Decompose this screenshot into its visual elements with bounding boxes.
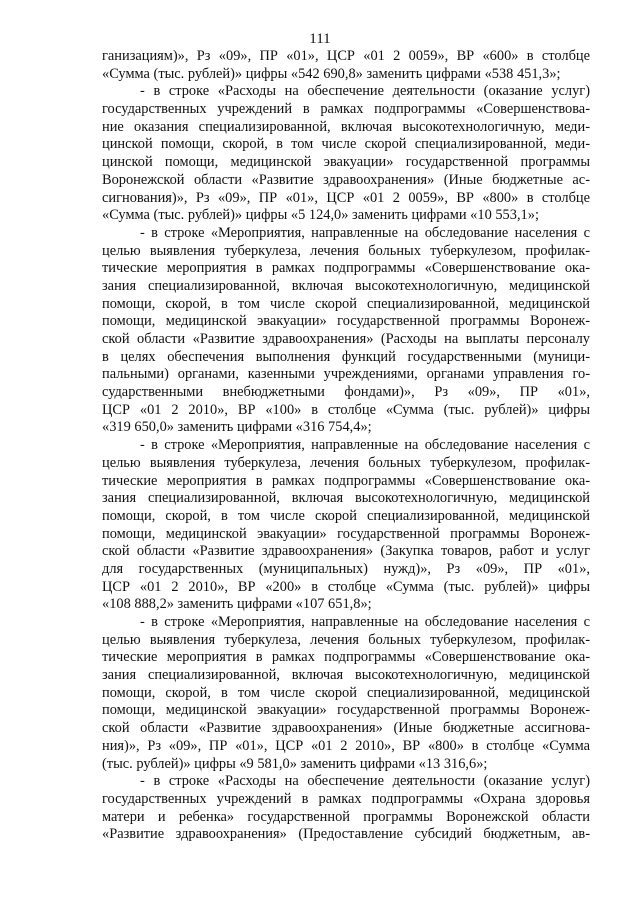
text-line: ской области «Развитие здравоохранения» (Расходы на выплаты персоналу [102, 331, 590, 347]
text-line: государственных учреждений в рамках подпрограммы «Охрана здоровья [102, 790, 590, 807]
text-line: тические мероприятия в рамках подпрограммы «Совершенствование ока- [102, 649, 590, 666]
text-line: помощи, скорой, в том числе скорой специализированной, медицинской [102, 684, 590, 701]
text-line: - в строке «Расходы на обеспечение деятельности (оказание услуг) [140, 83, 590, 100]
text-line: государственных учреждений в рамках подпрограммы «Совершенствова- [102, 101, 590, 118]
text-line: «Развитие здравоохранения» (Предоставление субсидий бюджетным, ав- [102, 826, 590, 843]
text-line: помощи, медицинской эвакуации» государственной программы Воронеж- [102, 702, 590, 719]
text-line: ние оказания специализированной, включая высокотехнологичную, меди- [102, 118, 590, 135]
text-line: для государственных (муниципальных) нужд)», Рз «09», ПР «01», [102, 560, 590, 577]
text-line: матери и ребенка» государственной программы Воронежской области [102, 808, 590, 825]
text-line: тические мероприятия в рамках подпрограммы «Совершенствование ока- [102, 260, 590, 277]
text-line: «108 888,2» заменить цифрами «107 651,8»; [102, 596, 372, 613]
text-line: - в строке «Мероприятия, направленные на обследование населения с [140, 437, 590, 454]
text-line: тические мероприятия в рамках подпрограммы «Совершенствование ока- [102, 472, 590, 489]
document-body [102, 48, 590, 844]
text-line: сигнования)», Рз «09», ПР «01», ЦСР «01 2 0059», ВР «800» в столбце [102, 189, 590, 206]
text-line: ЦСР «01 2 2010», ВР «100» в столбце «Сумма (тыс. рублей)» цифры [102, 401, 590, 418]
paragraph [102, 225, 590, 437]
paragraph [102, 773, 590, 844]
text-line: «319 650,0» заменить цифрами «316 754,4»; [102, 419, 372, 436]
text-line: ганизациям)», Рз «09», ПР «01», ЦСР «01 2 0059», ВР «600» в столбце [102, 48, 590, 64]
text-line: зания специализированной, включая высокотехнологичную, медицинской [102, 490, 590, 507]
text-line: помощи, скорой, в том числе скорой специализированной, медицинской [102, 507, 590, 524]
paragraph [102, 48, 590, 83]
text-line: сударственными внебюджетными фондами)», Рз «09», ПР «01», [102, 384, 590, 401]
text-line: «Сумма (тыс. рублей)» цифры «542 690,8» заменить цифрами «538 451,3»; [102, 65, 561, 82]
text-line: пальными) органами, казенными учреждениями, органами управления го- [102, 366, 590, 383]
text-line: зания специализированной, включая высокотехнологичную, медицинской [102, 277, 590, 294]
text-line: (тыс. рублей)» цифры «9 581,0» заменить цифрами «13 316,6»; [102, 755, 488, 772]
paragraph [102, 437, 590, 614]
paragraph [102, 614, 590, 773]
text-line: помощи, медицинской эвакуации» государственной программы Воронеж- [102, 525, 590, 542]
text-line: целью выявления туберкулеза, лечения больных туберкулезом, профилак- [102, 631, 590, 648]
text-line: ской области «Развитие здравоохранения» (Иные бюджетные ассигнова- [102, 720, 590, 737]
text-line: ЦСР «01 2 2010», ВР «200» в столбце «Сумма (тыс. рублей)» цифры [102, 578, 590, 595]
text-line: помощи, медицинской эвакуации» государственной программы Воронеж- [102, 313, 590, 330]
text-line: цинской помощи, скорой, в том числе скорой специализированной, меди- [102, 136, 590, 153]
paragraph [102, 83, 590, 225]
text-line: - в строке «Мероприятия, направленные на обследование населения с [140, 614, 590, 630]
text-line: - в строке «Расходы на обеспечение деятельности (оказание услуг) [140, 773, 590, 790]
text-line: зания специализированной, включая высокотехнологичную, медицинской [102, 667, 590, 684]
text-line: целью выявления туберкулеза, лечения больных туберкулезом, профилак- [102, 242, 590, 259]
text-line: цинской помощи, медицинской эвакуации» государственной программы [102, 154, 590, 171]
text-line: «Сумма (тыс. рублей)» цифры «5 124,0» заменить цифрами «10 553,1»; [102, 207, 539, 224]
text-line: помощи, скорой, в том числе скорой специализированной, медицинской [102, 295, 590, 312]
text-line: ской области «Развитие здравоохранения» (Закупка товаров, работ и услуг [102, 543, 590, 560]
text-line: Воронежской области «Развитие здравоохранения» (Иные бюджетные ас- [102, 171, 590, 188]
page-number: 111 [309, 31, 331, 47]
text-line: ния)», Рз «09», ПР «01», ЦСР «01 2 2010», ВР «800» в столбце «Сумма [102, 737, 590, 754]
text-line: целью выявления туберкулеза, лечения больных туберкулезом, профилак- [102, 454, 590, 471]
text-line: в целях обеспечения выполнения функций государственными (муници- [102, 348, 590, 365]
text-line: - в строке «Мероприятия, направленные на обследование населения с [140, 224, 590, 241]
